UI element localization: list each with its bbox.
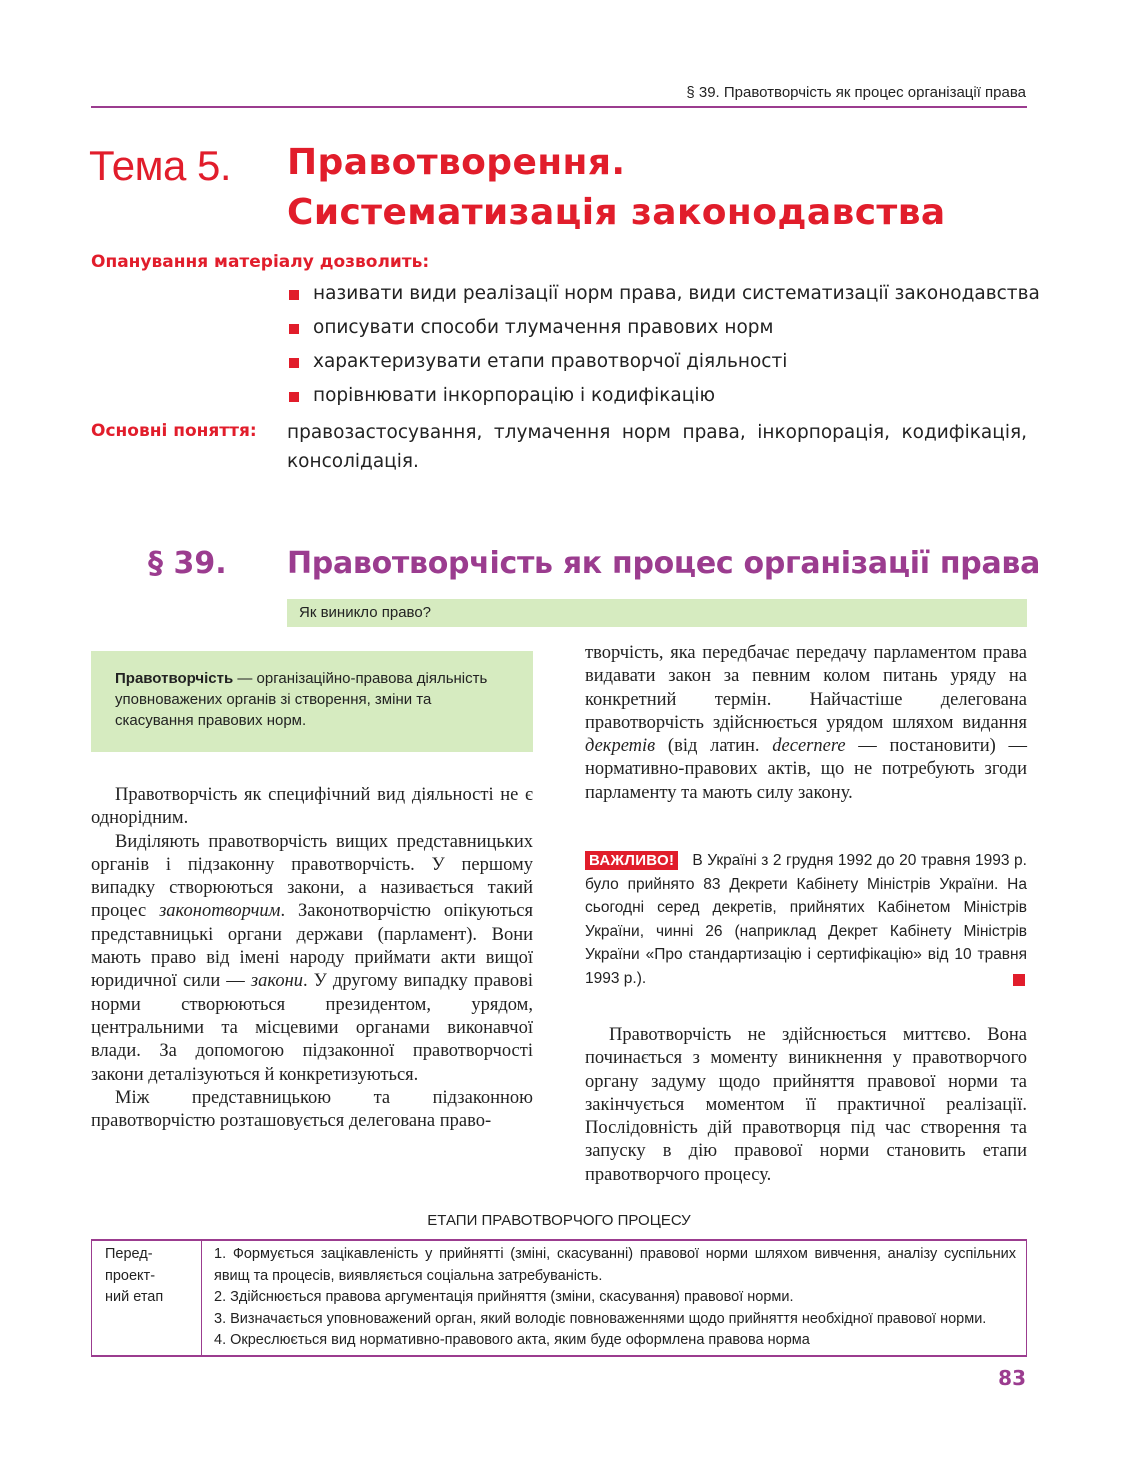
objective-item bbox=[287, 385, 1040, 419]
section-number: § 39. bbox=[148, 546, 227, 581]
stage-name-line: Перед- bbox=[105, 1246, 153, 1262]
objective-text: характеризувати етапи правотворчої діяльності bbox=[313, 351, 788, 372]
stage-name-line: проект- bbox=[105, 1267, 156, 1284]
paragraph: Між представницькою та підзаконною правотворчістю розташовується делегована право- bbox=[91, 1087, 533, 1132]
section-title: Правотворчість як процес організації права bbox=[287, 546, 1041, 581]
definition-term: Правотворчість bbox=[115, 670, 234, 687]
right-column-bottom bbox=[585, 1024, 1027, 1187]
topic-label: Тема 5. bbox=[89, 142, 232, 189]
right-column-top bbox=[585, 642, 1027, 805]
stage-step: 1. Формується зацікавленість у прийнятті (зміні, скасуванні) правової норми шляхом вивчення, аналізу суспільних явищ та процесів, виявляється соціальна затребуваність. bbox=[214, 1246, 1016, 1284]
topic-title-line1: Правотворення. bbox=[287, 142, 626, 183]
definition-text bbox=[115, 668, 510, 731]
stage-name-cell bbox=[92, 1240, 202, 1356]
square-bullet-icon bbox=[289, 392, 299, 402]
concepts-text: правозастосування, тлумачення норм права, інкорпорація, кодифікація, консолідація. bbox=[287, 422, 1027, 472]
end-mark-icon bbox=[1013, 974, 1025, 986]
table-row bbox=[92, 1240, 1027, 1356]
term-italic: decernere bbox=[772, 736, 846, 757]
important-badge: ВАЖЛИВО! bbox=[585, 851, 678, 870]
paragraph: Виділяють правотворчість вищих представницьких органів і підзаконну правотворчість. У першому випадку створюються закони, а називається такий процес законотворчим. Законотворчістю опікуються представницькі органи держави (парламент). Вони мають право від імені народу приймати акти вищої юридичної сили — закони. У другому випадку правові норми створюються президентом, урядом, центральними та місцевими органами виконавчої влади. За допомогою підзаконної правотворчості закони деталізуються й конкретизуються. bbox=[91, 831, 533, 1085]
square-bullet-icon bbox=[289, 290, 299, 300]
running-head: § 39. Правотворчість як процес організації права bbox=[686, 84, 1026, 101]
definition-body: — організаційно-правова діяльність уповноважених органів зі створення, зміни та скасування правових норм. bbox=[115, 670, 488, 729]
stage-step: 3. Визначається уповноважений орган, який володіє повноваженнями щодо прийняття необхідної правової норми. bbox=[214, 1310, 987, 1327]
square-bullet-icon bbox=[289, 358, 299, 368]
paragraph: Правотворчість як специфічний вид діяльності не є однорідним. bbox=[91, 785, 533, 829]
objective-item bbox=[287, 351, 1040, 385]
square-bullet-icon bbox=[289, 324, 299, 334]
objectives-list bbox=[287, 283, 1040, 419]
stage-steps-cell bbox=[202, 1240, 1027, 1356]
page-number: 83 bbox=[998, 1366, 1026, 1390]
objective-text: називати види реалізації норм права, види систематизації законодавства bbox=[313, 283, 1040, 304]
objective-item bbox=[287, 283, 1040, 317]
stage-step: 4. Окреслюється вид нормативно-правового акта, яким буде оформлена правова норма bbox=[214, 1332, 810, 1348]
objective-text: порівнювати інкорпорацію і кодифікацію bbox=[313, 385, 716, 406]
objective-text: описувати способи тлумачення правових норм bbox=[313, 317, 774, 338]
topic-title-line2: Систематизація законодавства bbox=[287, 192, 946, 233]
topic-title bbox=[287, 138, 946, 238]
stage-step: 2. Здійснюється правова аргументація прийняття (зміни, скасування) правової норми. bbox=[214, 1289, 794, 1305]
term-italic: закони bbox=[250, 971, 304, 992]
objective-item bbox=[287, 317, 1040, 351]
term-italic: законотворчим bbox=[159, 901, 281, 922]
concepts-label: Основні поняття: bbox=[91, 421, 257, 441]
stages-table bbox=[91, 1239, 1027, 1357]
paragraph: творчість, яка передбачає передачу парламентом права видавати закон за певним колом питань уряду на конкретний термін. Найчастіше делегована правотворчість здійснюється урядом шляхом видання декретів (від латин. decernere — постановити) — нормативно-правових актів, що не потребують згоди парламенту та мають силу закону. bbox=[585, 643, 1027, 803]
important-note bbox=[585, 849, 1027, 990]
objectives-heading: Опанування матеріалу дозволить: bbox=[91, 252, 430, 272]
question-bar bbox=[287, 599, 1027, 627]
paragraph: Правотворчість не здійснюється миттєво. Вона починається з моменту виникнення у правотворчого органу задуму щодо прийняття правової норми та закінчується моментом її практичної реалізації. Послідовність дій правотворця під час створення та запуску в дію правової норми становить етапи правотворчого процесу. bbox=[585, 1025, 1027, 1185]
table-caption: ЕТАПИ ПРАВОТВОРЧОГО ПРОЦЕСУ bbox=[427, 1212, 691, 1229]
definition-box bbox=[91, 651, 533, 752]
header-rule bbox=[91, 106, 1027, 108]
stage-name-line: ний етап bbox=[105, 1289, 164, 1305]
left-column bbox=[91, 784, 533, 1133]
question-text: Як виникло право? bbox=[299, 604, 432, 621]
term-italic: декретів bbox=[585, 736, 656, 757]
important-text: В Україні з 2 грудня 1992 до 20 травня 1993 р. було прийнято 83 Декрети Кабінету Міністрів України. На сьогодні серед декретів, прийнятих Кабінетом Міністрів України, чинні 26 (наприклад Декрет Кабінету Міністрів України «Про стандартизацію і сертифікацію» від 10 травня 1993 р.). bbox=[585, 852, 1027, 987]
